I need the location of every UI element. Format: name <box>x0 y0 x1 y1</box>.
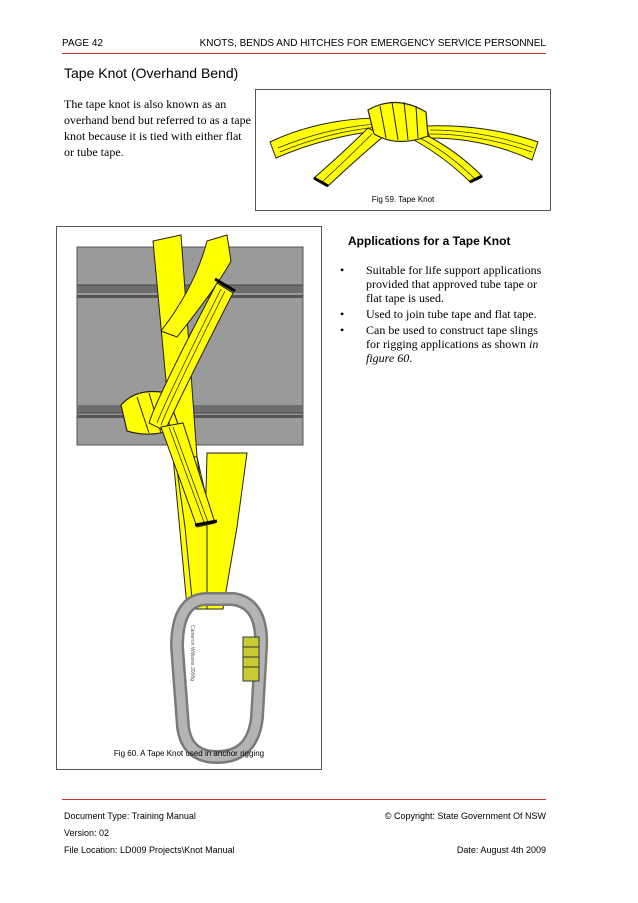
figure-reference: in figure 60 <box>366 337 539 365</box>
applications-list <box>338 263 548 367</box>
list-item-end: . <box>409 351 413 365</box>
page-header <box>62 36 546 54</box>
figure-60-caption: Fig 60. A Tape Knot used in anchor rigging <box>113 749 265 758</box>
list-item <box>338 323 548 365</box>
intro-paragraph: The tape knot is also known as an overhand bend but referred to as a tape knot because it is tied with either flat or tube tape. <box>64 97 251 159</box>
figure-60 <box>56 226 322 770</box>
header-divider <box>62 53 546 54</box>
list-item: • Suitable for life support applications provided that approved tube tape or flat tape is used. <box>338 263 548 305</box>
footer-doc-type: Document Type: Training Manual <box>64 811 196 821</box>
anchor-rigging-illustration <box>57 227 323 771</box>
document-title: KNOTS, BENDS AND HITCHES FOR EMERGENCY SERVICE PERSONNEL <box>199 38 546 49</box>
page-number: PAGE 42 <box>62 38 103 49</box>
footer-file-location: File Location: LD009 Projects\Knot Manual <box>64 845 235 855</box>
footer-version: Version: 02 <box>64 828 110 838</box>
section-title: Tape Knot (Overhand Bend) <box>64 65 239 81</box>
list-item-text: Can be used to construct tape slings for rigging applications as shown <box>366 323 538 351</box>
footer-divider <box>62 799 546 800</box>
carabiner-lock <box>243 637 259 681</box>
footer-copyright: © Copyright: State Government Of NSW <box>384 811 546 821</box>
tape-knot-illustration <box>256 90 552 212</box>
figure-59-caption: Fig 59. Tape Knot <box>371 195 435 204</box>
list-item: • Used to join tube tape and flat tape. <box>338 307 548 321</box>
footer-date: Date: August 4th 2009 <box>456 845 546 855</box>
applications-title: Applications for a Tape Knot <box>348 234 511 248</box>
figure-59 <box>255 89 551 211</box>
carabiner-text: Cameron Williams 2008g <box>189 625 195 681</box>
